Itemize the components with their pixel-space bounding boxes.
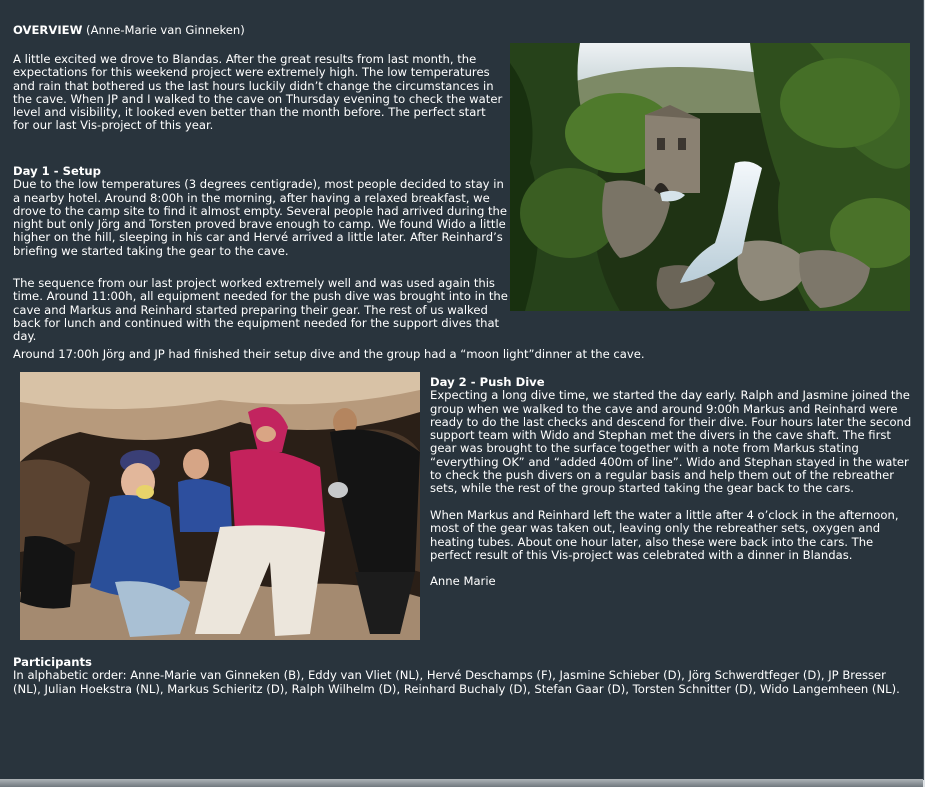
overview-section	[13, 53, 505, 133]
overview-text: A little excited we drove to Blandas. After the great results from last month, the expectations for this weekend project were extremely high. The low temperatures and rain that bothered us the last hours luckily didn’t change the circumstances in the cave. When JP and I walked to the cave on Thursday evening to check the water level and visibility, it looked even better than the month before. The perfect start for our last Vis-project of this year.	[13, 52, 503, 133]
waterfall-mill-photo	[510, 43, 910, 311]
day1-paragraph-3: Around 17:00h Jörg and JP had finished their setup dive and the group had a “moon light”dinner at the cave.	[13, 347, 645, 361]
day1-paragraph-1: Due to the low temperatures (3 degrees centigrade), most people decided to stay in a nearby hotel. Around 8:00h in the morning, after having a relaxed breakfast, we drove to the camp site to find it almost empty. Several people had arrived during the night but only Jörg and Torsten proved brave enough to camp. We found Wido a little higher on the hill, sleeping in his car and Hervé arrived a little later. After Reinhard’s briefing we started taking the gear to the cave.	[13, 177, 508, 258]
day2-paragraph-1: Expecting a long dive time, we started the day early. Ralph and Jasmine joined the group when we walked to the cave and around 9:00h Markus and Reinhard were ready to do the last checks and descend for their dive. Four hours later the second support team with Wido and Stephan met the divers in the cave shaft. The first gear was brought to the surface together with a note from Markus stating “everything OK” and “added 400m of line”. Wido and Stephan stayed in the water to check the push divers on a regular basis and help them out of the rebreather sets, while the rest of the group started taking the gear back to the cars.	[430, 388, 912, 496]
bottom-divider	[0, 779, 923, 787]
day2-paragraph-2: When Markus and Reinhard left the water a little after 4 o’clock in the afternoon, most of the gear was taken out, leaving only the rebreather sets, oxygen and heating tubes. About one hour later, also these were back into the cars. The perfect result of this Vis-project was celebrated with a dinner in Blandas.	[430, 507, 899, 562]
day1-heading: Day 1 - Setup	[13, 164, 101, 178]
participants-list: In alphabetic order: Anne-Marie van Ginneken (B), Eddy van Vliet (NL), Hervé Deschamps (F), Jasmine Schieber (D), Jörg Schwerdtfeger (D), JP Bresser (NL), Julian Hoekstra (NL), Markus Schieritz (D), Ralph Wilhelm (D), Reinhard Buchaly (D), Stefan Gaar (D), Torsten Schnitter (D), Wido Langemheen (NL).	[13, 668, 900, 696]
overview-heading: OVERVIEW	[13, 23, 83, 37]
day1-evening	[13, 348, 913, 361]
participants-section	[13, 656, 913, 696]
overview-heading-line	[13, 24, 513, 37]
day2-heading: Day 2 - Push Dive	[430, 375, 545, 389]
participants-heading: Participants	[13, 655, 92, 669]
day1-paragraph-2-text: The sequence from our last project worked extremely well and was used again this time. Around 11:00h, all equipment needed for the push dive was brought into in the cave and Markus and Reinhard started preparing their gear. The rest of us walked back for lunch and continued with the equipment needed for the support dives that day.	[13, 276, 508, 344]
day1-section	[13, 165, 509, 258]
photo-float-spacer	[509, 277, 773, 317]
day2-section	[430, 376, 916, 589]
day2-signature: Anne Marie	[430, 574, 496, 589]
cave-group-photo	[20, 372, 420, 640]
day1-paragraph-2-wrap	[13, 277, 773, 343]
overview-author: (Anne-Marie van Ginneken)	[86, 23, 245, 37]
